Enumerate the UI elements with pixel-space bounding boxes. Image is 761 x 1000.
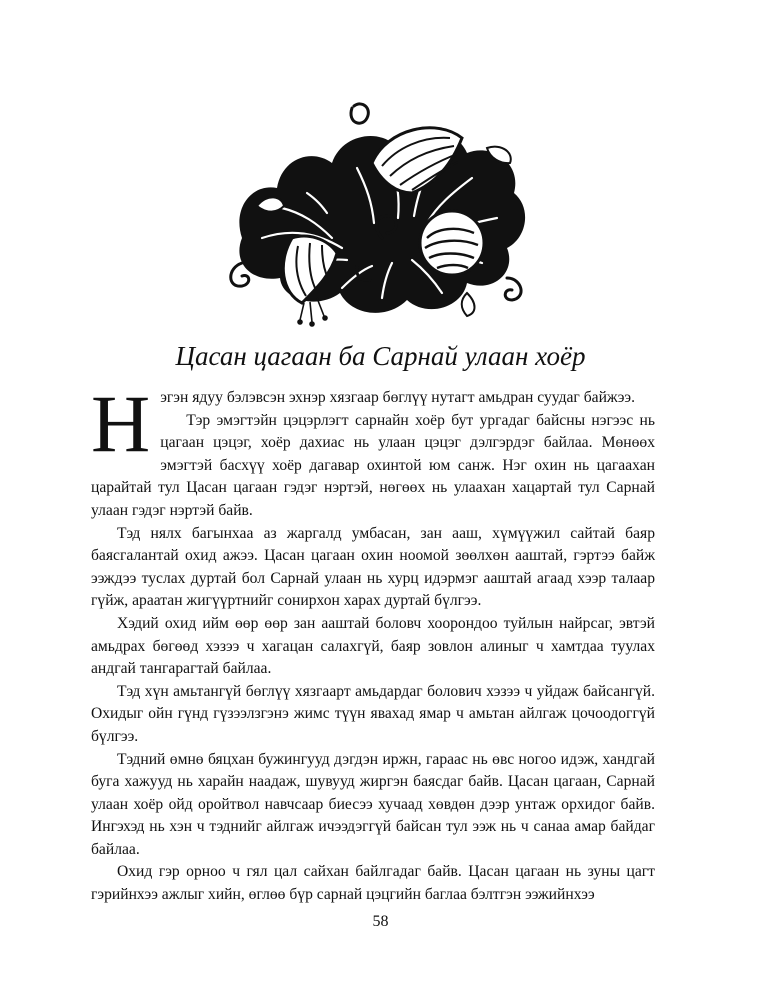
story-title: Цасан цагаан ба Сарнай улаан хоёр <box>175 341 586 371</box>
paragraph: Тэр эмэгтэйн цэцэрлэгт сарнайн хоёр бут ургадаг байсны нэгээс нь цагаан цэцэг, хоёр дахиас нь улаан цэцэг дэлгэрдэг байлаа. Мөнөөх эмэгтэй басхүү хоёр дагавар охинтой юм санж. Нэг охин нь цагаахан царайтай тул Цасан цагаан гэдэг нэртэй, нөгөөх нь улаахан хацартай тул Сарнай улаан гэдэг нэртэй байв. <box>91 411 655 519</box>
paragraph-text: эгэн ядуу бэлэвсэн эхнэр хязгаар бөглүү нутагт амьдран суудаг байжээ. <box>160 389 635 406</box>
woodcut-flowers-illustration <box>222 88 534 328</box>
paragraph: Хэдий охид ийм өөр өөр зан ааштай боловч хоорондоо туйлын найрсаг, эвтэй амьдрах бөгөөд хэзээ ч хагацан салахгүй, баяр зовлон алиныг ч хамтдаа туулах андгай тангарагтай байлаа. <box>91 614 655 678</box>
story-body <box>91 378 655 907</box>
flower-woodcut-icon <box>222 88 534 328</box>
paragraph: Охид гэр орноо ч гял цал сайхан байлгадаг байв. Цасан цагаан нь зуны цагт гэрийнхээ ажлыг хийн, өглөө бүр сарнай цэцгийн баглаа бэлтгэн ээжийнхээ <box>91 863 655 904</box>
paragraph: Тэдний өмнө бяцхан бужингууд дэгдэн иржн, гараас нь өвс ногоо идэж, хандгай буга хажууд нь харайн наадаж, шувууд жиргэн баясдаг байв. Цасан цагаан, Сарнай улаан хоёр ойд оройтвол навчсаар биесээ хучаад хөвдөн дээр унтаж орхидог байв. Ингэхэд нь хэн ч тэднийг айлгаж ичээдэггүй байсан тул ээж нь ч санаа амар байдаг байлаа. <box>91 750 655 858</box>
drop-cap-letter: Н <box>91 378 151 469</box>
page-number: 58 <box>372 913 389 930</box>
paragraph: Тэд хүн амьтангүй бөглүү хязгаарт амьдардаг болович хэзээ ч уйдаж байсангүй. Охидыг ойн гүнд гүзээлзгэнэ жимс түүн явахад ямар ч амьтан айлгаж цочоодоггүй бүлгээ. <box>91 682 655 745</box>
paragraph: Тэд нялх багынхаа аз жаргалд умбасан, зан ааш, хүмүүжил сайтай баяр баясгалантай охид ажээ. Цасан цагаан охин ноомой зөөлхөн ааштай, гэртээ байж ээждээ туслах дуртай бол Сарнай улаан нь хурц идэрмэг ааштай агаад хээр талаар гүйж, араатан жигүүртнийг сонирхон харах дуртай бүлгээ. <box>91 524 655 610</box>
